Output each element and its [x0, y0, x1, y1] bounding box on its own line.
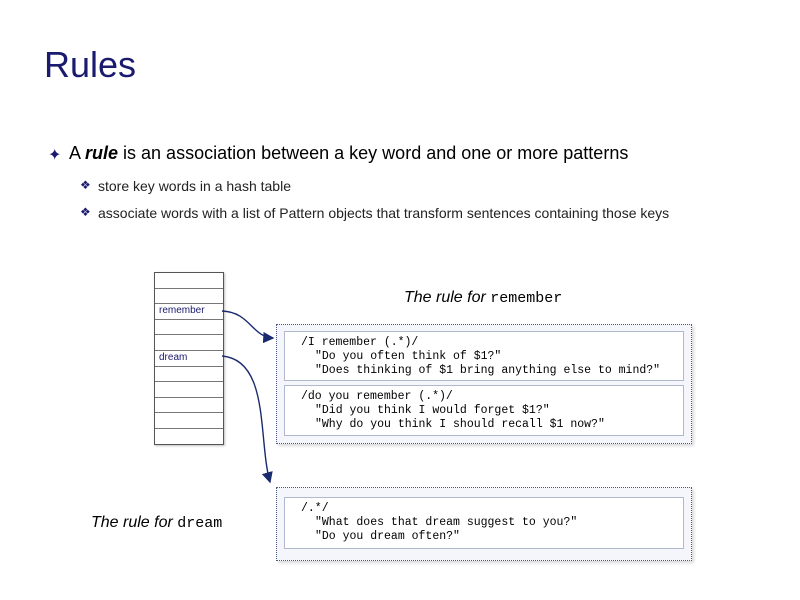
pattern-response: "Did you think I would forget $1?" — [315, 404, 550, 417]
bullet-cross-icon: ✦ — [48, 147, 62, 164]
bullet-diamond-icon: ❖ — [80, 178, 91, 192]
arrow-dream — [222, 356, 270, 482]
pattern-regex: /.*/ — [301, 502, 329, 515]
pattern-regex: /do you remember (.*)/ — [301, 390, 453, 403]
pattern-response: "Why do you think I should recall $1 now?" — [315, 418, 605, 431]
arrow-remember — [222, 311, 273, 338]
caption-dream: The rule for dream — [91, 514, 223, 532]
hash-cell-dream: dream — [155, 351, 223, 367]
sub-bullet-text: store key words in a hash table — [98, 178, 291, 194]
pattern-response: "Do you often think of $1?" — [315, 350, 502, 363]
slide-title: Rules — [44, 44, 137, 85]
hash-cell-remember: remember — [155, 304, 223, 320]
pattern-regex: /I remember (.*)/ — [301, 336, 419, 349]
pattern-response: "What does that dream suggest to you?" — [315, 516, 578, 529]
pattern-response: "Do you dream often?" — [315, 530, 460, 543]
bullet-diamond-icon: ❖ — [80, 205, 91, 219]
bullet-text: A rule is an association between a key word and one or more patterns — [69, 143, 629, 163]
pattern-response: "Does thinking of $1 bring anything else to mind?" — [315, 364, 661, 377]
sub-bullet-text: associate words with a list of Pattern objects that transform sentences containing those keys — [98, 205, 670, 221]
caption-remember: The rule for remember — [404, 289, 563, 307]
